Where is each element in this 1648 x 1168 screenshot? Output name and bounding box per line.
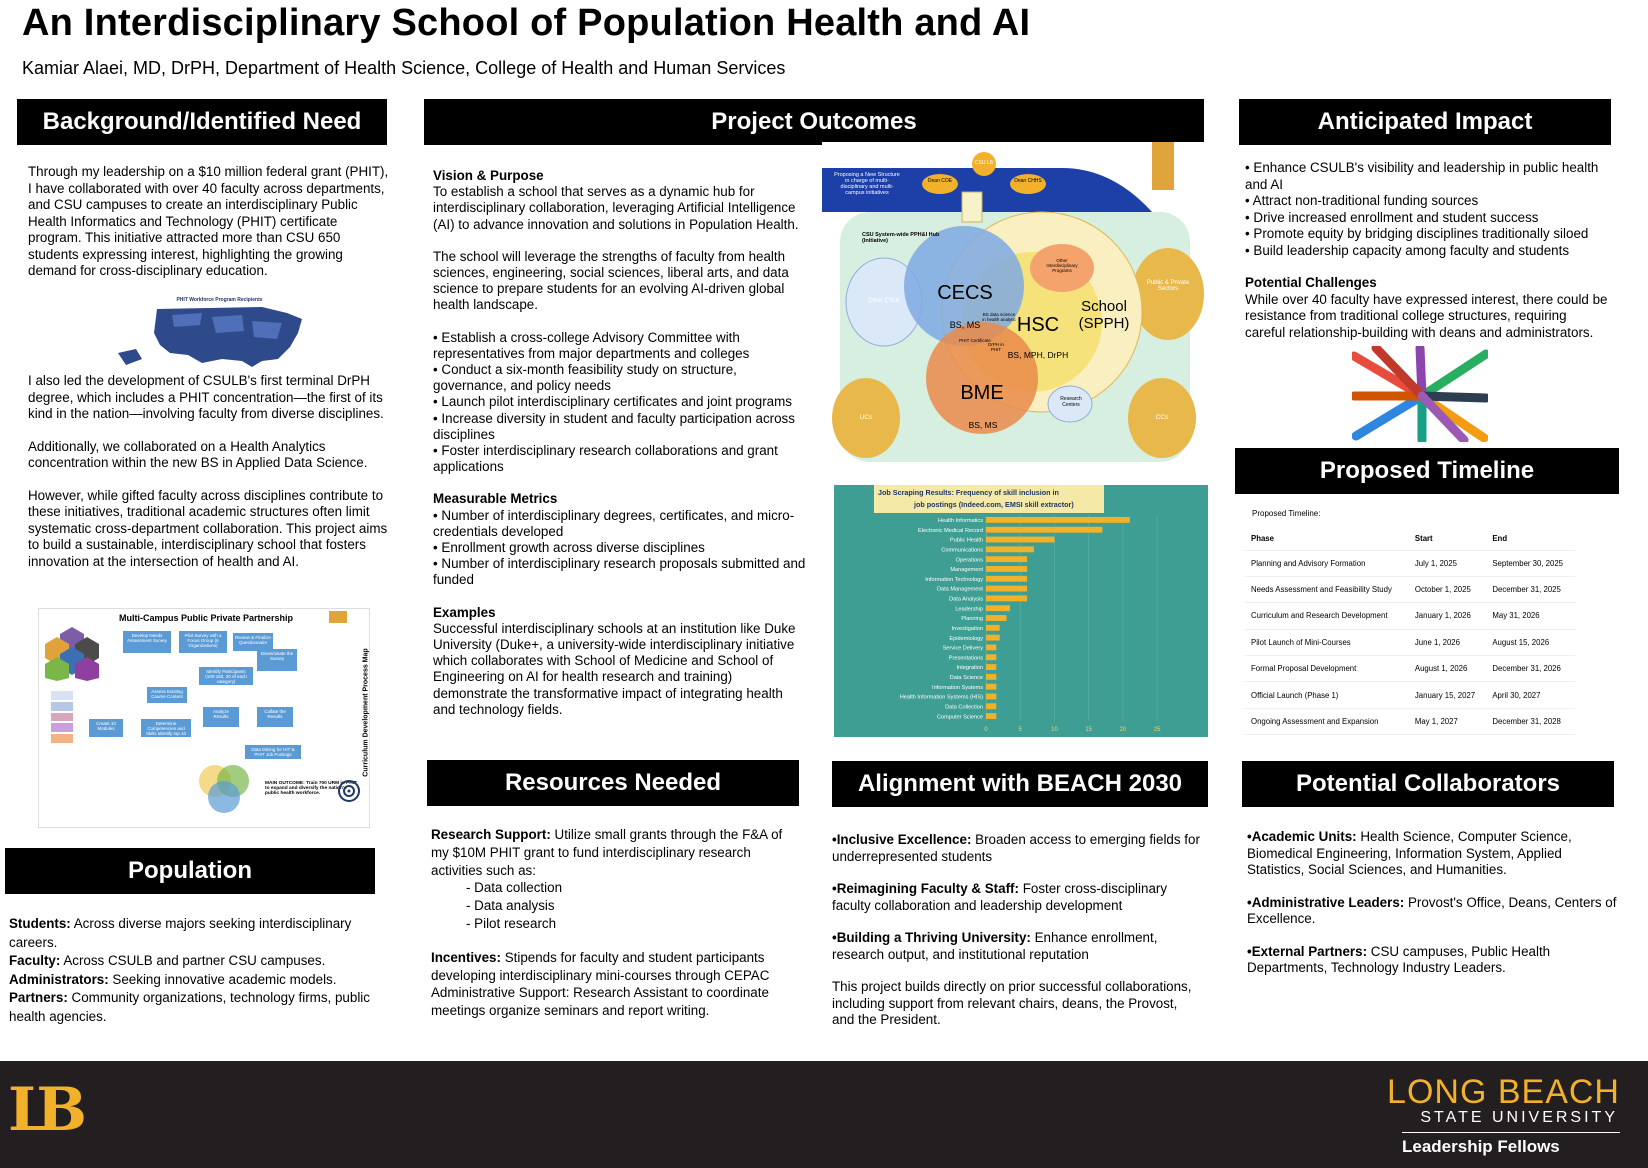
diagram-box-2: Pilot Survey with a Focus Group (6 Organizations) bbox=[179, 631, 227, 653]
venn-ucs: UCs bbox=[859, 414, 873, 421]
chart-bar bbox=[986, 586, 1027, 592]
job-scraping-chart-svg bbox=[834, 485, 1208, 737]
diagram-title: Multi-Campus Public Private Partnership bbox=[119, 613, 294, 623]
chart-bar bbox=[986, 556, 1027, 562]
timeline-caption: Proposed Timeline: bbox=[1252, 509, 1321, 518]
table-row: Planning and Advisory Formation July 1, 2025 September 30, 2025 bbox=[1245, 550, 1575, 576]
diagram-box-10: Create 10 Modules bbox=[89, 719, 123, 737]
collaboration-hands-icon bbox=[1352, 346, 1488, 442]
table-row: Curriculum and Research Development January 1, 2026 May 31, 2026 bbox=[1245, 603, 1575, 629]
diagram-box-5: Identify Participants (100-150, 20 of each category) bbox=[199, 667, 253, 685]
chart-bar bbox=[986, 664, 996, 670]
chart-category-label: Computer Science bbox=[936, 714, 983, 721]
chart-category-label: Operations bbox=[955, 557, 983, 564]
chart-category-label: Electronic Medical Record bbox=[918, 527, 983, 534]
population-heading: Population bbox=[5, 848, 375, 894]
collaborator-item: •Administrative Leaders: Provost's Office, Deans, Centers of Excellence. bbox=[1247, 894, 1617, 926]
impact-bullet: • Drive increased enrollment and student success bbox=[1245, 209, 1539, 225]
chart-category-label: Presentations bbox=[948, 655, 983, 662]
challenges-text: While over 40 faculty have expressed interest, there could be resistance from traditional college structures, requiring careful relationship-building with deans and administrators. bbox=[1245, 291, 1608, 340]
chart-x-tick-label: 15 bbox=[1085, 727, 1093, 733]
chart-category-label: Leadership bbox=[955, 606, 983, 613]
vision-bullet: • Launch pilot interdisciplinary certificates and joint programs bbox=[433, 394, 792, 410]
chart-category-label: Health Information Systems (HIS) bbox=[899, 694, 983, 701]
chart-category-label: Data Collection bbox=[945, 704, 983, 711]
impact-bullets bbox=[1245, 160, 1610, 259]
timeline-header-row bbox=[1245, 528, 1575, 550]
diagram-box-6: Assess Existing Course Content bbox=[147, 687, 187, 703]
vision-bullet: • Conduct a six-month feasibility study on structure, governance, and policy needs bbox=[433, 362, 737, 394]
vision-bullet: • Increase diversity in student and faculty participation across disciplines bbox=[433, 410, 795, 442]
target-icon bbox=[337, 779, 361, 803]
collaborators-text bbox=[1247, 829, 1617, 977]
chart-bar bbox=[986, 684, 996, 690]
impact-heading: Anticipated Impact bbox=[1239, 99, 1611, 145]
venn-dean-chhs: Dean CHHS bbox=[1014, 178, 1042, 184]
population-item-administrators: Administrators: Seeking innovative academic models. bbox=[9, 971, 337, 987]
population-list bbox=[9, 915, 379, 1026]
examples-title: Examples bbox=[433, 604, 496, 620]
chart-category-label: Integration bbox=[956, 665, 983, 672]
metrics-bullet: • Number of interdisciplinary degrees, certificates, and micro-credentials developed bbox=[433, 507, 795, 539]
timeline-col-end: End bbox=[1486, 528, 1575, 550]
chart-bar bbox=[986, 674, 996, 680]
diagram-box-4: Disseminate the Survey bbox=[257, 649, 297, 671]
venn-csu-lb: CSU LB bbox=[974, 160, 994, 166]
metrics-bullets bbox=[433, 508, 808, 589]
timeline-col-start: Start bbox=[1409, 528, 1486, 550]
alignment-item: •Inclusive Excellence: Broaden access to emerging fields for underrepresented students bbox=[832, 832, 1200, 864]
chart-category-label: Health Informatics bbox=[937, 518, 983, 525]
structure-venn-figure bbox=[822, 142, 1210, 470]
phit-map-figure bbox=[112, 297, 327, 375]
metrics-title: Measurable Metrics bbox=[433, 491, 558, 507]
chart-bar bbox=[986, 635, 1000, 641]
outcomes-text bbox=[433, 168, 808, 718]
venn-hsc-degrees: BS, MPH, DrPH bbox=[1007, 350, 1069, 360]
venn-drph-phit: DrPH in PHIT bbox=[988, 342, 1004, 352]
chart-category-label: Data Science bbox=[949, 675, 983, 682]
venn-hub: CSU System-wide PPH&I Hub (Initiative) bbox=[862, 232, 940, 244]
venn-research-centers: Research Centers bbox=[1060, 396, 1082, 408]
chart-category-label: Information Systems bbox=[932, 684, 983, 691]
chart-category-label: Epidemiology bbox=[949, 635, 983, 642]
chart-x-tick-label: 25 bbox=[1153, 727, 1161, 733]
vision-p2: The school will leverage the strengths of faculty from health sciences, engineering, social sciences, liberal arts, and data science to prepare students for an evolving AI-driven global health landscape. bbox=[433, 248, 789, 313]
chart-bar bbox=[986, 615, 1007, 621]
background-p1: Through my leadership on a $10 million federal grant (PHIT), I have collaborated with over 40 faculty across departments, and CSU campuses to create an interdisciplinary Public Health Informatics and Technology (PHIT) certificate program. This initiative attracted more than CSU 650 students expressing interest, highlighting the growing demand for cross-disciplinary education. bbox=[28, 164, 389, 278]
diagram-box-1: Develop Needs Assessment Survey bbox=[123, 631, 171, 653]
venn-phit-certificate: PHIT Certificate bbox=[959, 338, 991, 343]
resources-heading: Resources Needed bbox=[427, 760, 799, 806]
impact-text bbox=[1245, 160, 1610, 341]
table-row: Formal Proposal Development August 1, 2026 December 31, 2026 bbox=[1245, 656, 1575, 682]
chart-category-label: Information Technology bbox=[925, 576, 983, 583]
chart-bar bbox=[986, 654, 996, 660]
venn-school: School (SPPH) bbox=[1078, 298, 1130, 332]
chart-bar bbox=[986, 694, 996, 700]
outcomes-heading: Project Outcomes bbox=[424, 99, 1204, 145]
metrics-bullet: • Enrollment growth across diverse disciplines bbox=[433, 540, 705, 556]
chart-bar bbox=[986, 527, 1102, 533]
chart-bar bbox=[986, 537, 1054, 543]
examples-text: Successful interdisciplinary schools at an institution like Duke University (Duke+, a university-wide interdisciplinary initiative which collaborates with School of Medicine and School of Engineering on AI for health research and training) demonstrate the transformative impact of integrating health and technology fields. bbox=[433, 620, 796, 717]
venn-cecs-degrees: BS, MS bbox=[949, 320, 981, 330]
chart-bar bbox=[986, 595, 1027, 601]
venn-hsc: HSC bbox=[1016, 314, 1060, 336]
chart-x-tick-label: 0 bbox=[984, 727, 988, 733]
population-item-partners: Partners: Community organizations, technology firms, public health agencies. bbox=[9, 990, 370, 1024]
venn-bs-data-science: BS data science in health analytic bbox=[982, 312, 1016, 322]
metrics-bullet: • Number of interdisciplinary research proposals submitted and funded bbox=[433, 556, 806, 588]
chart-bar bbox=[986, 703, 996, 709]
background-text-2 bbox=[28, 373, 393, 570]
brand-line-1: LONG BEACH bbox=[1387, 1073, 1620, 1111]
chart-x-tick-label: 20 bbox=[1119, 727, 1127, 733]
vision-bullets bbox=[433, 330, 808, 476]
background-p3: Additionally, we collaborated on a Health Analytics concentration within the new BS in Applied Data Science. bbox=[28, 438, 368, 470]
brand-line-3: Leadership Fellows bbox=[1402, 1137, 1560, 1156]
venn-bme: BME bbox=[960, 382, 1004, 404]
phit-levels bbox=[51, 691, 73, 743]
timeline-col-phase: Phase bbox=[1245, 528, 1409, 550]
chart-bar bbox=[986, 566, 1027, 572]
chart-x-tick-label: 10 bbox=[1051, 727, 1058, 733]
resources-text bbox=[431, 826, 803, 1020]
venn-public-private: Public & Private Sectors bbox=[1146, 280, 1190, 292]
research-item: - Data analysis bbox=[466, 898, 555, 914]
poster-author: Kamiar Alaei, MD, DrPH, Department of Health Science, College of Health and Human Services bbox=[22, 58, 786, 78]
diagram-marker bbox=[329, 611, 347, 623]
collaborator-item: •Academic Units: Health Science, Computer Science, Biomedical Engineering, Information System, Applied Statistics, Social Sciences, and Humanities. bbox=[1247, 829, 1572, 877]
research-item: - Data collection bbox=[466, 880, 563, 896]
population-item-students: Students: Across diverse majors seeking interdisciplinary careers. bbox=[9, 916, 352, 950]
chart-bar bbox=[986, 605, 1010, 611]
venn-other-programs: Other Interdisciplinary Programs bbox=[1046, 258, 1078, 273]
chart-category-label: Management bbox=[950, 567, 983, 574]
chart-bar bbox=[986, 576, 1027, 582]
partnership-diagram bbox=[38, 608, 370, 828]
background-p2: I also led the development of CSULB's first terminal DrPH degree, which includes a PHIT concentration—the first of its kind in the nation—involving faculty from diverse disciplines. bbox=[28, 373, 384, 421]
vision-bullet: • Establish a cross-college Advisory Committee with representatives from major departments and colleges bbox=[433, 329, 750, 361]
venn-header-note: Proposing a New Structure in charge of multi-disciplinary and multi-campus initiatives bbox=[834, 172, 900, 196]
diagram-box-3: Review & Finalize Questionnaire bbox=[233, 633, 273, 651]
impact-bullet: • Build leadership capacity among faculty and students bbox=[1245, 242, 1570, 258]
impact-bullet: • Attract non-traditional funding sources bbox=[1245, 193, 1479, 208]
chart-bar bbox=[986, 625, 1000, 631]
chart-category-label: Public Health bbox=[950, 537, 983, 544]
chart-category-label: Data Analysis bbox=[949, 596, 983, 603]
timeline-table bbox=[1245, 528, 1575, 735]
research-item: - Pilot research bbox=[466, 915, 557, 931]
diagram-outcome: MAIN OUTCOME: Train 700 URM in PHIT to expand and diversify the nation's public health workforce. bbox=[265, 781, 357, 796]
diagram-box-7: Collate the Results bbox=[257, 707, 293, 727]
background-p4: However, while gifted faculty across disciplines contribute to these initiatives, traditional academic structures often limit systematic cross-department collaboration. This project aims to build a sustainable, interdisciplinary school that fosters innovation at the intersection of health and AI. bbox=[28, 487, 388, 569]
map-title: PHIT Workforce Program Recipients bbox=[176, 297, 263, 303]
challenges-title: Potential Challenges bbox=[1245, 275, 1377, 290]
alignment-item: •Building a Thriving University: Enhance enrollment, research output, and institutional reputation bbox=[832, 930, 1158, 962]
diagram-side-label: Curriculum Development Process Map bbox=[362, 648, 370, 777]
venn-ccs: CCs bbox=[1155, 414, 1169, 421]
chart-bar bbox=[986, 546, 1034, 552]
impact-bullet: • Promote equity by bridging disciplines traditionally siloed bbox=[1245, 226, 1589, 241]
us-map-icon bbox=[112, 303, 327, 373]
vision-p1: To establish a school that serves as a dynamic hub for interdisciplinary collaboration, leveraging Artificial Intelligence (AI) to advance innovation and solutions in Population Health. bbox=[433, 184, 799, 232]
chart-category-label: Planning bbox=[961, 616, 983, 623]
chart-x-tick-label: 5 bbox=[1018, 727, 1022, 733]
incentives: Incentives: Stipends for faculty and student participants developing interdisciplinary mini-courses through CEPAC Administrative Support: Research Assistant to coordinate meetings organize seminars and report writing. bbox=[431, 949, 770, 1019]
research-support: Research Support: Utilize small grants through the F&A of my $10M PHIT grant to fund interdisciplinary research activities such as: bbox=[431, 827, 783, 878]
footer-bar bbox=[0, 1061, 1648, 1168]
vision-title: Vision & Purpose bbox=[433, 168, 544, 183]
venn-bme-degrees: BS, MS bbox=[968, 420, 998, 430]
venn-mini-icon bbox=[189, 759, 259, 819]
collaborators-heading: Potential Collaborators bbox=[1242, 761, 1614, 807]
chart-bar bbox=[986, 713, 996, 719]
chart-category-label: Communications bbox=[941, 547, 983, 554]
venn-other-csus: Other CSUs bbox=[867, 298, 901, 304]
population-item-faculty: Faculty: Across CSULB and partner CSU campuses. bbox=[9, 953, 326, 968]
brand-line-2: STATE UNIVERSITY bbox=[1420, 1109, 1618, 1126]
alignment-item: •Reimagining Faculty & Staff: Foster cross-disciplinary faculty collaboration and leadership development bbox=[832, 881, 1168, 913]
hexagon-cluster-icon bbox=[43, 621, 101, 681]
venn-cecs: CECS bbox=[937, 282, 993, 304]
table-row: Ongoing Assessment and Expansion May 1, 2027 December 31, 2028 bbox=[1245, 708, 1575, 734]
table-row: Needs Assessment and Feasibility Study October 1, 2025 December 31, 2025 bbox=[1245, 576, 1575, 602]
background-heading: Background/Identified Need bbox=[17, 99, 387, 145]
table-row: Pilot Launch of Mini-Courses June 1, 2026 August 15, 2026 bbox=[1245, 629, 1575, 655]
diagram-box-9: Determine Competencies and Skills Identify top 10 bbox=[141, 719, 191, 737]
alignment-text bbox=[832, 832, 1202, 1029]
vision-bullet: • Foster interdisciplinary research collaborations and grant applications bbox=[433, 443, 778, 475]
chart-category-label: Investigation bbox=[951, 625, 983, 632]
chart-category-label: Service Delivery bbox=[942, 645, 983, 652]
chart-bar bbox=[986, 517, 1130, 523]
poster-title: An Interdisciplinary School of Population Health and AI bbox=[22, 2, 1031, 44]
alignment-heading: Alignment with BEACH 2030 bbox=[832, 761, 1208, 807]
chart-title: Job Scraping Results: Frequency of skill inclusion in job postings (Indeed.com, EMSI skill extractor) bbox=[878, 488, 1074, 509]
collaborator-item: •External Partners: CSU campuses, Public Health Departments, Technology Industry Leaders. bbox=[1247, 943, 1551, 975]
table-row: Official Launch (Phase 1) January 15, 2027 April 30, 2027 bbox=[1245, 682, 1575, 708]
diagram-box-11: Data Mining for HIT & PHIT Job Postings bbox=[245, 745, 301, 759]
diagram-box-8: Analyze Results bbox=[203, 707, 239, 727]
background-text bbox=[28, 164, 393, 280]
job-scraping-chart bbox=[834, 485, 1208, 737]
impact-bullet: • Enhance CSULB's visibility and leadership in public health and AI bbox=[1245, 160, 1599, 192]
chart-bar bbox=[986, 644, 996, 650]
timeline-heading: Proposed Timeline bbox=[1235, 448, 1619, 494]
research-items bbox=[431, 879, 803, 932]
brand-divider bbox=[1402, 1132, 1620, 1133]
lb-logo: LB bbox=[8, 1075, 73, 1145]
chart-category-label: Data Management bbox=[936, 586, 983, 593]
alignment-closing: This project builds directly on prior successful collaborations, including support from relevant chairs, deans, the Provost, and the President. bbox=[832, 979, 1192, 1027]
venn-dean-coe: Dean COE bbox=[927, 178, 953, 184]
